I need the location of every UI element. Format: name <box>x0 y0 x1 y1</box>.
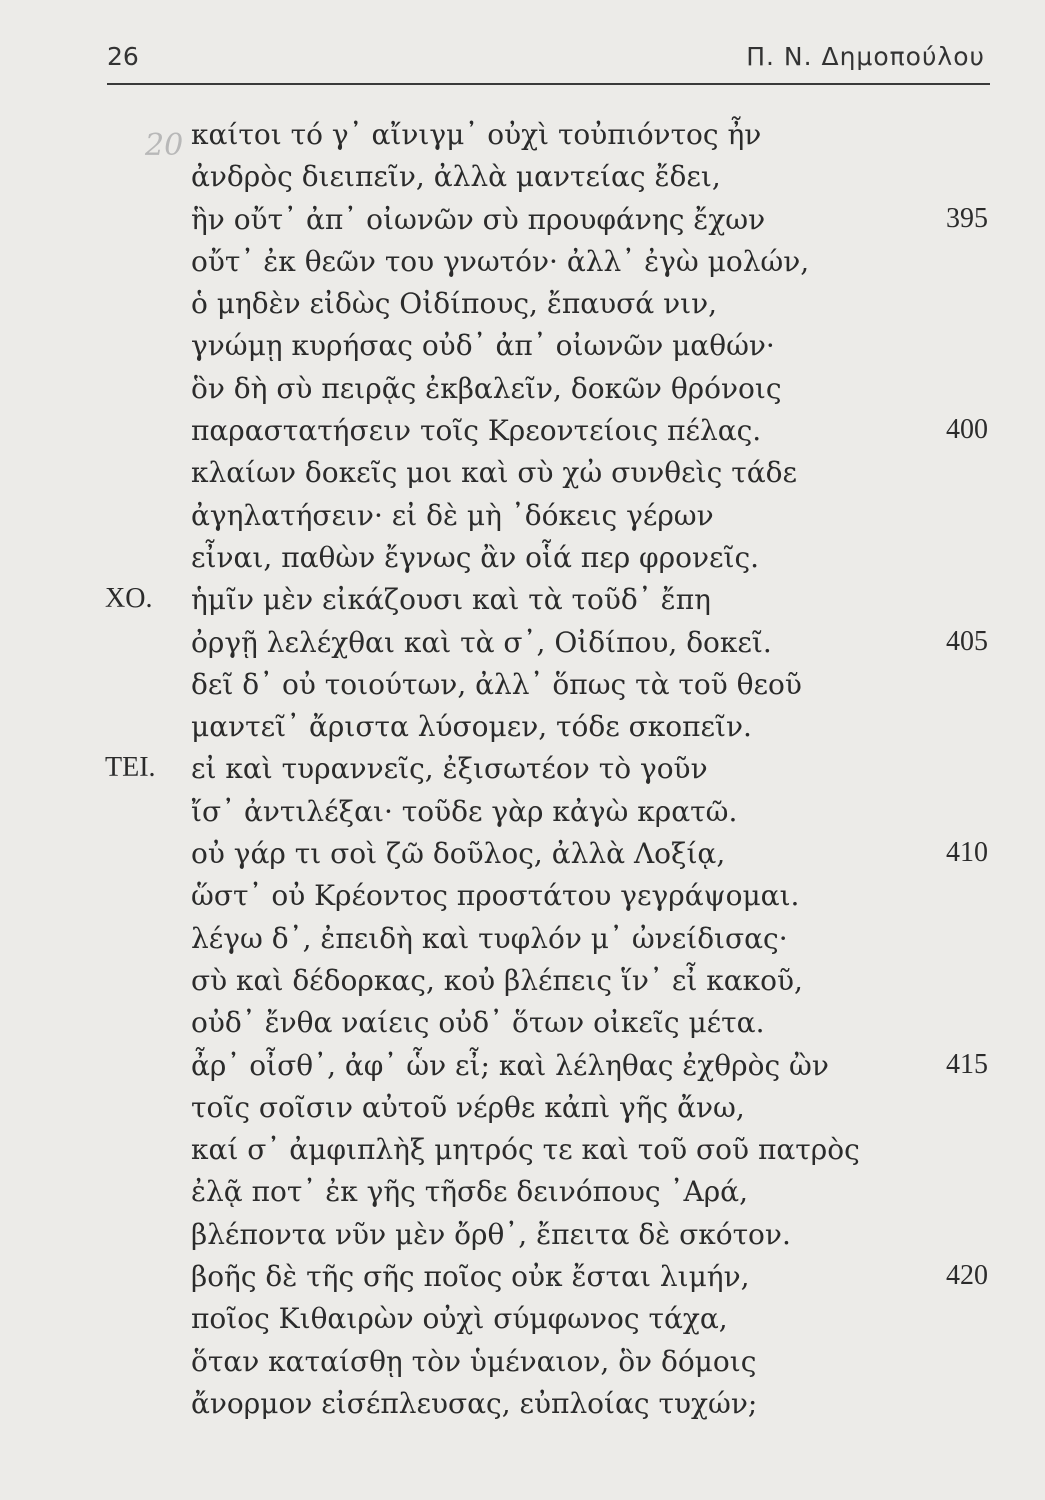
verse-line <box>0 616 1045 658</box>
verse-line <box>0 531 1045 573</box>
verse-text: κλαίων δοκεῖς μοι καὶ σὺ χὠ συνθεὶς τάδε <box>191 456 797 490</box>
verse-text: παραστατήσειν τοῖς Κρεοντείοις πέλας. <box>191 414 762 448</box>
verse-line <box>0 573 1045 615</box>
verse-line <box>0 700 1045 742</box>
verse-line <box>0 1081 1045 1123</box>
verse-line <box>0 489 1045 531</box>
verse-line <box>0 1208 1045 1250</box>
running-head: Π. Ν. Δημοπούλου <box>746 42 985 71</box>
verse-line <box>0 446 1045 488</box>
line-number: 415 <box>946 1048 988 1080</box>
verse-text: ὥστ᾿ οὐ Κρέοντος προστάτου γεγράψομαι. <box>191 879 800 913</box>
verse-line <box>0 912 1045 954</box>
verse-text: ὁ μηδὲν εἰδὼς Οἰδίπους, ἔπαυσά νιν, <box>191 287 718 321</box>
verse-line <box>0 869 1045 911</box>
verse-text: τοῖς σοῖσιν αὐτοῦ νέρθε κἀπὶ γῆς ἄνω, <box>191 1090 745 1124</box>
verse-line <box>0 827 1045 869</box>
verse-line <box>0 1123 1045 1165</box>
line-number: 395 <box>946 202 988 234</box>
verse-text: οὐδ᾿ ἔνθα ναίεις οὐδ᾿ ὅτων οἰκεῖς μέτα. <box>191 1006 765 1040</box>
verse-text: καί σ᾿ ἀμφιπλὴξ μητρός τε καὶ τοῦ σοῦ πατρὸς <box>191 1133 860 1167</box>
verse-text: ἄνορμον εἰσέπλευσας, εὐπλοίας τυχών; <box>191 1386 758 1420</box>
verse-text: ὀργῇ λελέχθαι καὶ τὰ σ᾿, Οἰδίπου, δοκεῖ. <box>191 625 772 659</box>
verse-line <box>0 319 1045 361</box>
page-number: 26 <box>107 42 139 71</box>
verse-line <box>0 193 1045 235</box>
handwritten-margin-mark: 20 <box>145 128 184 163</box>
verse-line <box>0 1039 1045 1081</box>
verse-text: βλέποντα νῦν μὲν ὄρθ᾿, ἔπειτα δὲ σκότον. <box>191 1217 791 1251</box>
verse-text: ἴσ᾿ ἀντιλέξαι· τοῦδε γὰρ κἀγὼ κρατῶ. <box>191 794 738 828</box>
verse-line <box>0 996 1045 1038</box>
verse-text-block <box>0 108 1045 1419</box>
verse-line <box>0 235 1045 277</box>
verse-line <box>0 277 1045 319</box>
verse-line <box>0 658 1045 700</box>
verse-line <box>0 362 1045 404</box>
verse-text: μαντεῖ᾿ ἄριστα λύσομεν, τόδε σκοπεῖν. <box>191 710 752 744</box>
line-number: 400 <box>946 414 988 446</box>
verse-text: καίτοι τό γ᾿ αἴνιγμ᾿ οὐχὶ τοὐπιόντος ἦν <box>191 118 762 151</box>
verse-text: ἐλᾷ ποτ᾿ ἐκ γῆς τῆσδε δεινόπους ᾿Αρά, <box>191 1175 748 1209</box>
verse-line <box>0 1335 1045 1377</box>
verse-line <box>0 1250 1045 1292</box>
verse-text: εἶναι, παθὼν ἔγνως ἂν οἷά περ φρονεῖς. <box>191 540 760 574</box>
verse-line <box>0 404 1045 446</box>
verse-text: ἡμῖν μὲν εἰκάζουσι καὶ τὰ τοῦδ᾿ ἔπη <box>191 583 711 617</box>
line-number: 420 <box>946 1260 988 1292</box>
verse-text: εἰ καὶ τυραννεῖς, ἐξισωτέον τὸ γοῦν <box>191 752 708 786</box>
verse-text: δεῖ δ᾿ οὐ τοιούτων, ἀλλ᾿ ὅπως τὰ τοῦ θεοῦ <box>191 667 802 701</box>
verse-line <box>0 1292 1045 1334</box>
verse-line <box>0 954 1045 996</box>
verse-text: ἀνδρὸς διειπεῖν, ἀλλὰ μαντείας ἔδει, <box>191 160 721 194</box>
header-rule <box>107 83 990 85</box>
verse-line <box>0 785 1045 827</box>
verse-text: λέγω δ᾿, ἐπειδὴ καὶ τυφλόν μ᾿ ὠνείδισας· <box>191 921 788 955</box>
verse-text: ὅταν καταίσθῃ τὸν ὑμέναιον, ὃν δόμοις <box>191 1344 757 1378</box>
verse-text: ἣν οὔτ᾿ ἀπ᾿ οἰωνῶν σὺ προυφάνης ἔχων <box>191 202 766 236</box>
verse-text: σὺ καὶ δέδορκας, κοὐ βλέπεις ἵν᾿ εἶ κακοῦ, <box>191 963 803 997</box>
verse-line <box>0 1377 1045 1419</box>
speaker-label: ΧΟ. <box>105 583 153 615</box>
verse-text: οὔτ᾿ ἐκ θεῶν του γνωτόν· ἀλλ᾿ ἐγὼ μολών, <box>191 244 810 278</box>
line-number: 405 <box>946 625 988 657</box>
verse-text: ποῖος Κιθαιρὼν οὐχὶ σύμφωνος τάχα, <box>191 1302 728 1336</box>
verse-line <box>0 742 1045 784</box>
verse-line <box>0 108 1045 150</box>
verse-text: οὐ γάρ τι σοὶ ζῶ δοῦλος, ἀλλὰ Λοξίᾳ, <box>191 837 726 871</box>
verse-text: ἀγηλατήσειν· εἰ δὲ μὴ ᾿δόκεις γέρων <box>191 498 714 532</box>
speaker-label: ΤΕΙ. <box>105 752 156 784</box>
line-number: 410 <box>946 837 988 869</box>
verse-text: γνώμῃ κυρήσας οὐδ᾿ ἀπ᾿ οἰωνῶν μαθών· <box>191 329 775 363</box>
verse-text: ἆρ᾿ οἶσθ᾿, ἀφ᾿ ὧν εἶ; καὶ λέληθας ἐχθρὸς ὢν <box>191 1048 829 1082</box>
verse-text: ὃν δὴ σὺ πειρᾷς ἐκβαλεῖν, δοκῶν θρόνοις <box>191 371 782 405</box>
verse-text: βοῆς δὲ τῆς σῆς ποῖος οὐκ ἔσται λιμήν, <box>191 1260 750 1294</box>
verse-line <box>0 1165 1045 1207</box>
verse-line <box>0 150 1045 192</box>
